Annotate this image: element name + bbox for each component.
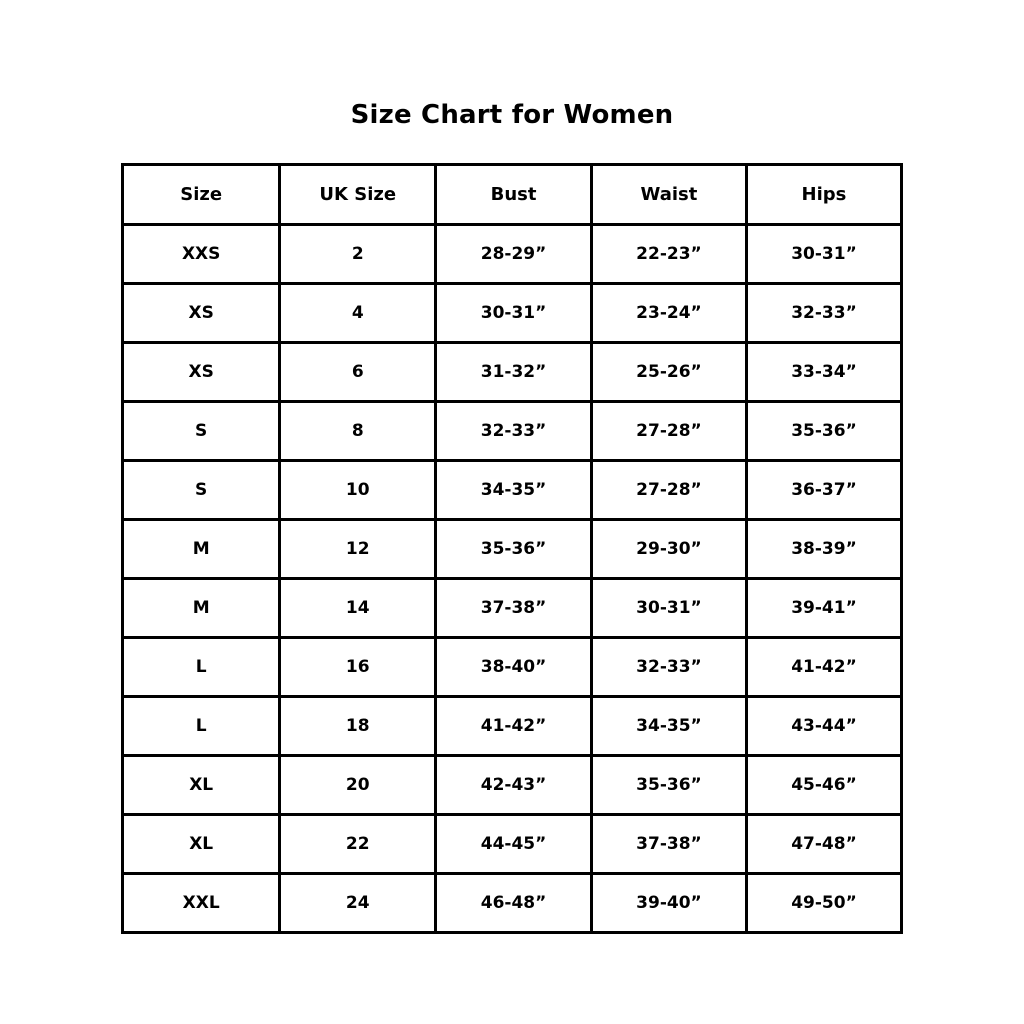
cell-uk-size: 4 bbox=[280, 284, 436, 343]
cell-size: L bbox=[123, 638, 280, 697]
size-table bbox=[121, 163, 903, 934]
cell-size: XS bbox=[123, 284, 280, 343]
cell-hips: 30-31” bbox=[746, 225, 901, 284]
cell-bust: 46-48” bbox=[436, 874, 592, 933]
table-row bbox=[123, 461, 902, 520]
cell-uk-size: 22 bbox=[280, 815, 436, 874]
cell-waist: 27-28” bbox=[591, 402, 746, 461]
cell-hips: 49-50” bbox=[746, 874, 901, 933]
cell-waist: 23-24” bbox=[591, 284, 746, 343]
table-body bbox=[123, 225, 902, 933]
cell-hips: 32-33” bbox=[746, 284, 901, 343]
cell-uk-size: 2 bbox=[280, 225, 436, 284]
cell-size: XL bbox=[123, 756, 280, 815]
table-row bbox=[123, 579, 902, 638]
cell-bust: 42-43” bbox=[436, 756, 592, 815]
cell-size: XXL bbox=[123, 874, 280, 933]
cell-uk-size: 10 bbox=[280, 461, 436, 520]
cell-size: M bbox=[123, 520, 280, 579]
table-row bbox=[123, 520, 902, 579]
cell-waist: 39-40” bbox=[591, 874, 746, 933]
cell-uk-size: 18 bbox=[280, 697, 436, 756]
cell-bust: 44-45” bbox=[436, 815, 592, 874]
cell-hips: 45-46” bbox=[746, 756, 901, 815]
table-row bbox=[123, 697, 902, 756]
cell-uk-size: 14 bbox=[280, 579, 436, 638]
table-row bbox=[123, 638, 902, 697]
cell-hips: 35-36” bbox=[746, 402, 901, 461]
cell-size: XL bbox=[123, 815, 280, 874]
cell-waist: 22-23” bbox=[591, 225, 746, 284]
column-header-uk-size: UK Size bbox=[280, 165, 436, 225]
cell-hips: 38-39” bbox=[746, 520, 901, 579]
cell-bust: 30-31” bbox=[436, 284, 592, 343]
cell-bust: 41-42” bbox=[436, 697, 592, 756]
cell-uk-size: 24 bbox=[280, 874, 436, 933]
cell-waist: 34-35” bbox=[591, 697, 746, 756]
cell-waist: 29-30” bbox=[591, 520, 746, 579]
cell-waist: 32-33” bbox=[591, 638, 746, 697]
cell-hips: 47-48” bbox=[746, 815, 901, 874]
cell-bust: 35-36” bbox=[436, 520, 592, 579]
column-header-bust: Bust bbox=[436, 165, 592, 225]
cell-bust: 37-38” bbox=[436, 579, 592, 638]
cell-waist: 37-38” bbox=[591, 815, 746, 874]
cell-waist: 30-31” bbox=[591, 579, 746, 638]
cell-waist: 27-28” bbox=[591, 461, 746, 520]
cell-bust: 31-32” bbox=[436, 343, 592, 402]
table-row bbox=[123, 284, 902, 343]
column-header-size: Size bbox=[123, 165, 280, 225]
cell-bust: 38-40” bbox=[436, 638, 592, 697]
cell-hips: 36-37” bbox=[746, 461, 901, 520]
table-row bbox=[123, 815, 902, 874]
table-header-row bbox=[123, 165, 902, 225]
cell-waist: 35-36” bbox=[591, 756, 746, 815]
table-row bbox=[123, 756, 902, 815]
cell-uk-size: 16 bbox=[280, 638, 436, 697]
table-row bbox=[123, 874, 902, 933]
size-table-container bbox=[121, 163, 903, 934]
cell-bust: 32-33” bbox=[436, 402, 592, 461]
cell-size: S bbox=[123, 402, 280, 461]
cell-bust: 34-35” bbox=[436, 461, 592, 520]
cell-hips: 43-44” bbox=[746, 697, 901, 756]
column-header-hips: Hips bbox=[746, 165, 901, 225]
cell-hips: 33-34” bbox=[746, 343, 901, 402]
cell-hips: 41-42” bbox=[746, 638, 901, 697]
cell-size: M bbox=[123, 579, 280, 638]
cell-uk-size: 6 bbox=[280, 343, 436, 402]
cell-uk-size: 8 bbox=[280, 402, 436, 461]
cell-size: XS bbox=[123, 343, 280, 402]
cell-waist: 25-26” bbox=[591, 343, 746, 402]
cell-hips: 39-41” bbox=[746, 579, 901, 638]
cell-size: XXS bbox=[123, 225, 280, 284]
table-header bbox=[123, 165, 902, 225]
cell-uk-size: 12 bbox=[280, 520, 436, 579]
column-header-waist: Waist bbox=[591, 165, 746, 225]
cell-uk-size: 20 bbox=[280, 756, 436, 815]
page-title: Size Chart for Women bbox=[350, 100, 674, 130]
table-row bbox=[123, 225, 902, 284]
cell-bust: 28-29” bbox=[436, 225, 592, 284]
table-row bbox=[123, 343, 902, 402]
table-row bbox=[123, 402, 902, 461]
cell-size: L bbox=[123, 697, 280, 756]
cell-size: S bbox=[123, 461, 280, 520]
